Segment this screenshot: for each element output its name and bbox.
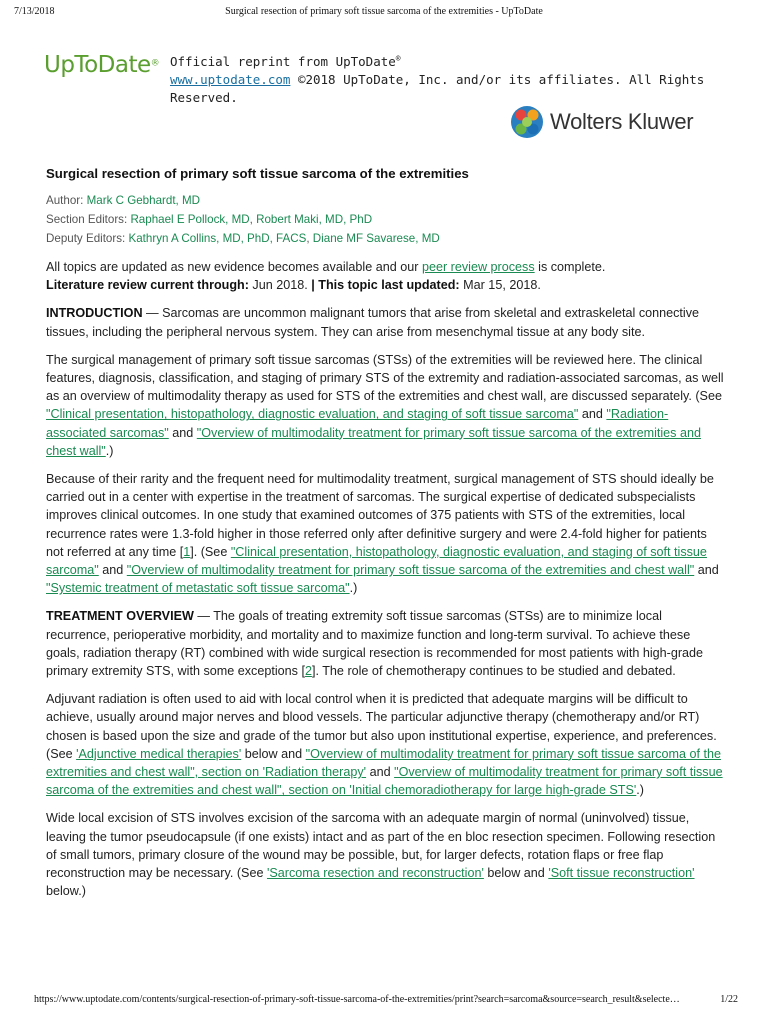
reference-2-link[interactable]: 2 — [304, 664, 312, 679]
link-adjunctive-therapies[interactable]: 'Adjunctive medical therapies' — [76, 746, 242, 761]
update-notice: All topics are updated as new evidence becomes available and our peer review process is complete. Literature review current through: Jun 2018. | This topic last updated: Mar 15, 2018. — [46, 260, 606, 293]
page-number: 1/22 — [720, 994, 738, 1005]
reference-1-link[interactable]: 1 — [183, 544, 191, 559]
link-systemic-treatment[interactable]: "Systemic treatment of metastatic soft tissue sarcoma" — [46, 581, 350, 596]
print-footer — [0, 994, 768, 1008]
link-sarcoma-resection[interactable]: 'Sarcoma resection and reconstruction' — [266, 866, 484, 881]
print-header — [0, 6, 768, 20]
wolters-kluwer-sphere-icon — [510, 105, 544, 139]
article-content — [46, 166, 726, 911]
article-meta: Author: Mark C Gebhardt, MD Section Editors: Raphael E Pollock, MD, Robert Maki, MD, PhD Deputy Editors: Kathryn A Collins, MD, PhD, FACS, Diane MF Savarese, MD — [46, 194, 440, 245]
lit-review-label: Literature review current through: — [46, 278, 249, 293]
reprint-line: Official reprint from UpToDate — [170, 54, 396, 70]
author-name[interactable]: Mark C Gebhardt, MD — [86, 194, 201, 207]
wolters-kluwer-text: Wolters Kluwer — [550, 109, 694, 134]
print-url: https://www.uptodate.com/contents/surgical-resection-of-primary-soft-tissue-sarcoma-of-the-extremities/print?search=sarcoma&source=search_result&selecte… — [34, 994, 680, 1005]
link-radiation-associated[interactable]: "Radiation-associated sarcomas" — [46, 407, 669, 440]
uptodate-logo-text: UpToDate — [44, 52, 151, 78]
last-updated-date: Mar 15, 2018. — [459, 278, 541, 293]
last-updated-label: | This topic last updated: — [307, 278, 460, 293]
treatment-overview-paragraph: TREATMENT OVERVIEW — The goals of treating extremity soft tissue sarcomas (STSs) are to minimize local recurrence, perioperative morbidity, and mortality and to maximize function and long-term survival. To achieve these goals, radiation therapy (RT) combined with wide surgical resection is recommended for most patients with high-grade primary extremity STS, with some exceptions [2]. The role of chemotherapy continues to be studied and debated. — [46, 609, 704, 679]
uptodate-site-link[interactable]: www.uptodate.com — [170, 72, 291, 88]
adjuvant-radiation-paragraph: Adjuvant radiation is often used to aid with local control when it is predicted that adequate margins will be difficult to achieve, usually around major nerves and blood vessels. The particular adjunctive therapy (chemotherapy and/or RT) chosen is based upon the size and grade of the tumor but also upon institutional expertise, experience, and preferences. (See 'Adjunctive medical therapies' below and "Overview of multimodality treatment for primary soft tissue sarcoma of the extremities and chest wall", section on 'Radiation therapy' and "Overview of multimodality treatment for primary soft tissue sarcoma of the extremities and chest wall", section on 'Initial chemoradiotherapy for large high-grade STS'.) — [46, 692, 723, 798]
deputy-editor-2[interactable]: Diane MF Savarese, MD — [312, 232, 440, 245]
uptodate-logo — [44, 52, 159, 78]
link-multimodality-overview-2[interactable]: "Overview of multimodality treatment for primary soft tissue sarcoma of the extremities and chest wall" — [126, 563, 695, 578]
copyright-text: ©2018 UpToDate, Inc. and/or its affiliates. All Rights Reserved. — [170, 72, 705, 106]
article-title: Surgical resection of primary soft tissue sarcoma of the extremities — [46, 166, 469, 181]
expertise-paragraph: Because of their rarity and the frequent need for multimodality treatment, surgical management of STS should ideally be carried out in a center with expertise in the treatment of sarcomas. The surgical expertise of dedicated subspecialists improves clinical outcomes. In one study that examined outcomes of 375 patients with STS of the extremities, local recurrence rates were 1.3-fold higher in those referred only after definitive surgery and were 2.4-fold higher for patients not referred at any time [1]. (See "Clinical presentation, histopathology, diagnostic evaluation, and staging of soft tissue sarcoma" and "Overview of multimodality treatment for primary soft tissue sarcoma of the extremities and chest wall" and "Systemic treatment of metastatic soft tissue sarcoma".) — [46, 472, 719, 596]
peer-review-link[interactable]: peer review process — [421, 260, 535, 274]
link-clinical-presentation[interactable]: "Clinical presentation, histopathology, diagnostic evaluation, and staging of soft tissue sarcoma" — [46, 407, 579, 422]
deputy-editors-label: Deputy Editors: — [46, 232, 126, 245]
registered-mark: ® — [150, 58, 160, 69]
reprint-notice — [170, 50, 768, 107]
link-soft-tissue-reconstruction[interactable]: 'Soft tissue reconstruction' — [548, 866, 695, 881]
wolters-kluwer-logo — [510, 104, 693, 140]
section-editor-1[interactable]: Raphael E Pollock, MD — [130, 213, 250, 226]
lit-review-date: Jun 2018. — [248, 278, 308, 293]
section-editor-2[interactable]: Robert Maki, MD, PhD — [256, 213, 373, 226]
scope-paragraph: The surgical management of primary soft tissue sarcomas (STSs) of the extremities will be reviewed here. The clinical features, diagnosis, classification, and staging of primary STS of the extremity and radiation-associated sarcomas, as well as an overview of multimodality therapy as used for STS of the extremities and chest wall, are discussed separately. (See "Clinical presentation, histopathology, diagnostic evaluation, and staging of soft tissue sarcoma" and "Radiation-associated sarcomas" and "Overview of multimodality treatment for primary soft tissue sarcoma of the extremities and chest wall".) — [46, 352, 724, 458]
treatment-overview-heading: TREATMENT OVERVIEW — [46, 609, 194, 624]
introduction-paragraph: INTRODUCTION — Sarcomas are uncommon malignant tumors that arise from skeletal and extraskeletal connective tissues, including the peripheral nervous system. They can arise from mesenchymal tissue at any body site. — [46, 306, 700, 339]
link-clinical-presentation-2[interactable]: "Clinical presentation, histopathology, diagnostic evaluation, and staging of soft tissue sarcoma" — [46, 544, 707, 578]
section-editors-label: Section Editors: — [46, 213, 128, 226]
print-page-title: Surgical resection of primary soft tissue sarcoma of the extremities - UpToDate — [225, 6, 543, 17]
link-chemoradiotherapy-section[interactable]: "Overview of multimodality treatment for primary soft tissue sarcoma of the extremities and chest wall", section on 'Initial chemoradiotherapy for large high-grade STS' — [46, 765, 723, 798]
reprint-registered: ® — [395, 54, 401, 63]
link-radiation-therapy-section[interactable]: "Overview of multimodality treatment for primary soft tissue sarcoma of the extremities and chest wall", section on 'Radiation therapy' — [46, 746, 721, 780]
deputy-editor-1[interactable]: Kathryn A Collins, MD, PhD, FACS — [128, 232, 307, 245]
wide-excision-paragraph: Wide local excision of STS involves excision of the sarcoma with an adequate margin of normal (uninvolved) tissue, leaving the tumor pseudocapsule (if one exists) intact and as part of the en bloc resection specimen. Following resection of small tumors, primary closure of the wound may be possible, but, for larger defects, rotation flaps or free flap reconstruction may be necessary. (See 'Sarcoma resection and reconstruction' below and 'Soft tissue reconstruction' below.) — [46, 811, 716, 899]
author-label: Author: — [46, 194, 84, 207]
introduction-heading: INTRODUCTION — [46, 306, 143, 321]
print-date: 7/13/2018 — [14, 6, 55, 17]
link-multimodality-overview[interactable]: "Overview of multimodality treatment for primary soft tissue sarcoma of the extremities and chest wall" — [46, 425, 701, 458]
